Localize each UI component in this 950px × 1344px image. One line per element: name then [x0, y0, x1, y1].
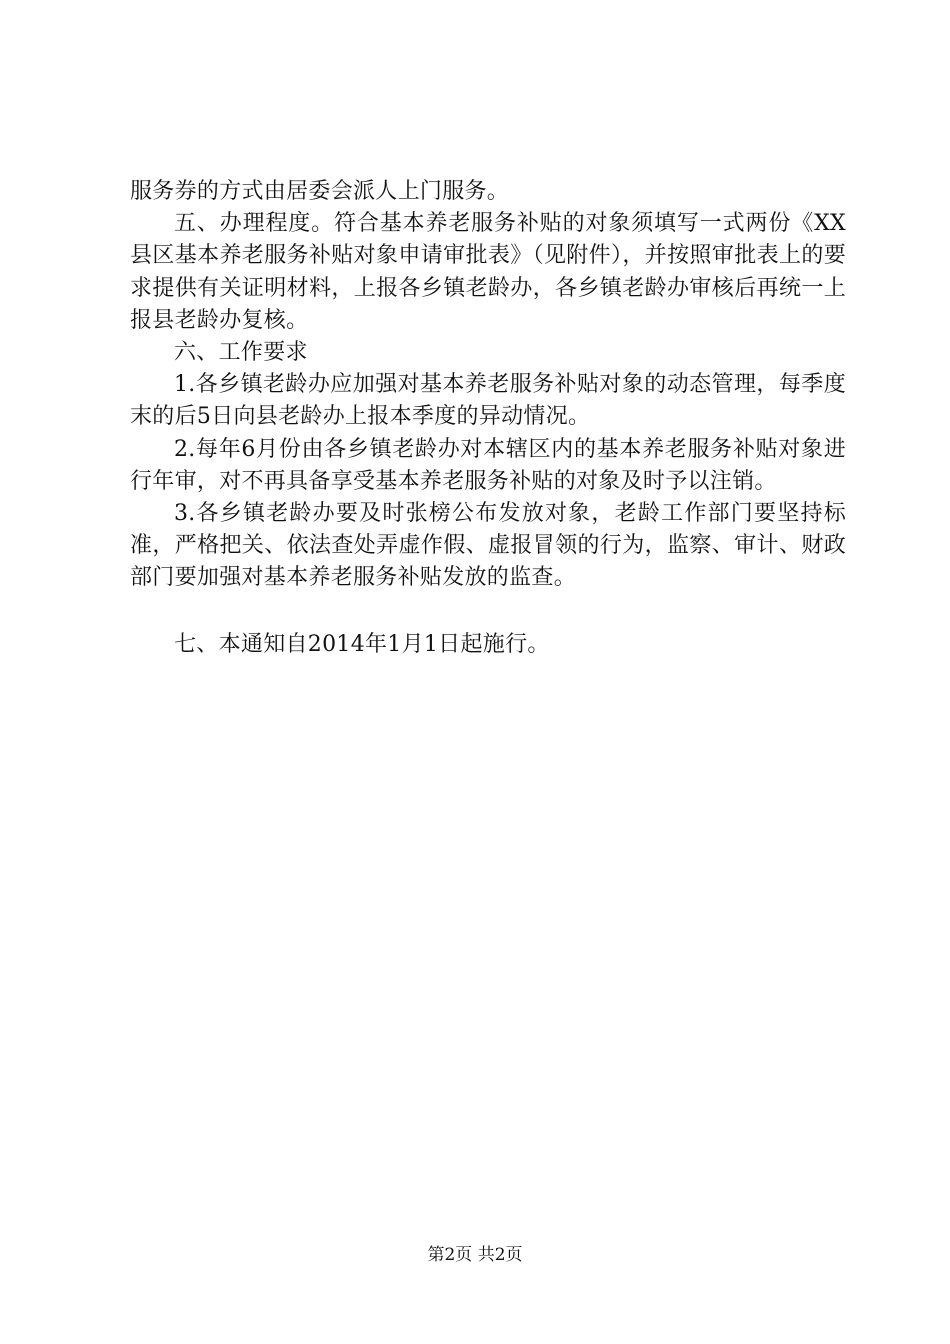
- paragraph-section-five-procedure: 五、办理程度。符合基本养老服务补贴的对象须填写一式两份《XX县区基本养老服务补贴对象申请审批表》（见附件），并按照审批表上的要求提供有关证明材料，上报各乡镇老龄办，各乡镇老龄办审核后再统一上报县老龄办复核。: [130, 211, 846, 333]
- paragraph-section-seven-effective-date: 七、本通知自2014年1月1日起施行。: [174, 631, 550, 657]
- document-body: [130, 176, 846, 661]
- paragraph-spacer: [130, 595, 846, 629]
- paragraph-requirement-3: 3.各乡镇老龄办要及时张榜公布发放对象，老龄工作部门要坚持标准，严格把关、依法查处弄虚作假、虚报冒领的行为，监察、审计、财政部门要加强对基本养老服务补贴发放的监查。: [130, 501, 846, 591]
- paragraph-requirement-2: 2.每年6月份由各乡镇老龄办对本辖区内的基本养老服务补贴对象进行年审，对不再具备享受基本养老服务补贴的对象及时予以注销。: [130, 436, 846, 494]
- page-footer: 第2页 共2页: [427, 1245, 523, 1265]
- paragraph-service-voucher: 服务券的方式由居委会派人上门服务。: [130, 179, 510, 204]
- paragraph-section-six-heading: 六、工作要求: [174, 340, 308, 366]
- paragraph-requirement-1: 1.各乡镇老龄办应加强对基本养老服务补贴对象的动态管理，每季度末的后5日向县老龄办上报本季度的异动情况。: [130, 372, 846, 430]
